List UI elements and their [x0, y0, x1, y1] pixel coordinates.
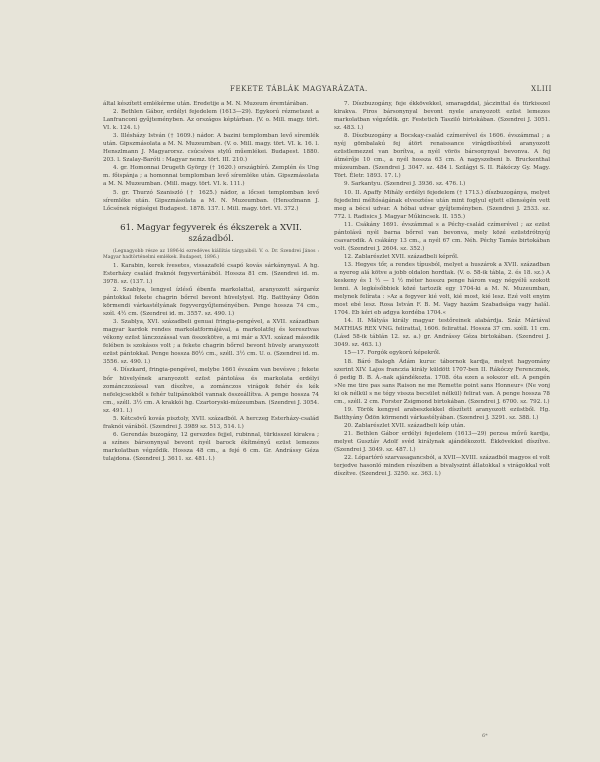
paragraph: 6. Gerendás buzogány, 12 gerezdes fejjel, rubinnal, türkisszel kirakva ; a színes bársonynyal bevont nyél barock ékítményű ezüst lemezes markolatban végződik. Hossza 48 cm., a fejé 6 cm. Gr. Andrássy Géza tulajdona. (Szendrei J. 3611. sz. 481. l.) — [103, 431, 319, 462]
right-column — [334, 100, 550, 478]
paragraph: 20. Zablarészlet XVII. századbeli kép után. — [344, 422, 466, 429]
paragraph: 3. Illésházy István († 1609.) nádor. A bazini templomban levő síremlék után. Gipszmásolata a M. N. Muzeumban. (V. o. Mill. magy. tört. VI. k. 16. l. Henszlmann J. Magyarorsz. csúcsíves stylű műemlékei. Budapest. 1880. 203. l. Szalay-Baróti : Magyar nemz. tört. III. 210.) — [103, 133, 319, 164]
section-title: 61. Magyar fegyverek és ékszerek a XVII. századból. — [120, 222, 302, 244]
running-head — [230, 85, 552, 93]
paragraph: 14. II. Mátyás király magyar testőreinek alabárdja. Száz Máriával MATHIAS REX VNG. felirattal, 1606. felirattal. Hossza 37 cm. széll. 11 cm. (Lásd 58-ik táblán 12. sz. a.) gr. Andrássy Géza birtokában. (Szendrei J. 3049. sz. 463. l.) — [334, 318, 550, 349]
paragraph: 8. Díszbuzogány a Bocskay-család czímerével és 1606. évszámmal ; a nyéj gömbalakú fej átört renaissance virágdíszítésű aranyozott ezüstlemezzel van borítva, a nyél vörös bársonynyal bevonva. A fej átmérője 10 cm., a nyél hossza 63 cm. A nagyszebeni b. Bruckenthal múzeumban. (Szendrei J. 3047. sz. 484 l. Szilágyi S. II. Rákóczy Gy. Magy. Tört. Életr. 1893. 17. l.) — [334, 133, 550, 180]
paragraph: 7. Díszbuzogány, feje ékkövekkel, smaragddal, jáczinttal és türkisszel kirakva. Piros bársonynyal bevont nyele aranyozott ezüst lemezes markolatban végződik. gr. Festetich Tasziló birtokában. (Szendrei J. 3051. sz. 483. l.) — [334, 101, 550, 132]
paragraph: 12. Zablarészlet XVII. századbeli képről. — [344, 253, 459, 260]
paragraph: 4. gr. Homonnai Drugeth György († 1620.) országbíró. Zemplén és Ung m. főispánja ; a homonnai templomban levő síremléke után. Gipszmásolata a M. N. Muzeumban. (Mill. magy. tört. VI. k. 111.) — [103, 165, 319, 188]
paragraph: 9. Sarkantyu. (Szendrei J. 3936. sz. 476. l.) — [344, 181, 466, 188]
paragraph: által készített emlékérme után. Eredetije a M. N. Muzeum éremtárában. — [103, 101, 309, 107]
paragraph: 2. Szablya, lengyel ízlésű ébenfa markolattal, aranyozott sárgaréz pántokkal fekete chagrin bőrrel bevont hüvelylyel. Hg. Batthyány Ödön körmendi várkastélyának fegyvergyűjteményében. Penge hossza 74 cm., szél. 4½ cm. (Szendrei id. m. 3557. sz. 490. l.) — [103, 286, 319, 318]
paragraph: 15—17. Forgók egykorú képekről. — [344, 350, 441, 357]
running-head-title: FEKETE TÁBLÁK MAGYARÁZATA. — [230, 85, 368, 93]
paragraph: 22. Lópartóró szarvasagancsból, a XVII—XVIII. századból magyos el volt terjedve hasonló minden részében a bivalyszint állatokkal s virágokkal volt díszítve. (Szendrei J. 3250. sz. 363. l.) — [334, 455, 550, 478]
paragraph: 5. Kétcsövű kovás pisztoly, XVII. századból. A herczeg Esterházy-család fraknói várából. (Szendrei J. 3989 sz. 513, 514. l.) — [103, 415, 319, 430]
left-column — [103, 100, 319, 463]
paragraph: 10. II. Apaffy Mihály erdélyi fejedelem († 1713.) díszbuzogánya, melyet fejedelmi méltóságának elvesztése után mint foglyul ejtett ellenségén vett meg a bécsi udvar. A hóbai udvar gyűjteményben. (Szendrei J. 2533. sz. 772. l. Radisics J. Magyar Műkincsek. II. 155.) — [334, 189, 550, 220]
paragraph: 5. gr. Thurzó Szaniszló († 1625.) nádor, a lőcsei templomban levő síremléke után. Gipszmásolata a M. N. Muzeumban. (Henszlmann J. Lőcsének régiségei Budapest. 1878. 137. l. Mill. magy. tört. VI. 372.) — [103, 189, 319, 212]
paragraph: 3. Szablya, XVI. századbeli genuai fringia-pengével, a XVII. században magyar kardok rendes markolatformájával, a markolatfej és keresztvas vékony ezüst lánczozással van összekötve, a mi már a XVI. század második felében is szokásos volt ; a fekete chagrin bőrrel bevont hüvely aranyozott ezüst pántokkal. Penge hossza 80½ cm., széll. 3½ cm. U. o. (Szendrei id. m. 3556. sz. 490. l.) — [103, 319, 319, 366]
paragraph: 2. Bethlen Gábor, erdélyi fejedelem (1613—29). Egykorú rézmetszet a Lanfranconi gyűjteményben. Az országos képtárban. (V. o. Mill. magy. tört. VI. k. 124. l.) — [103, 109, 319, 132]
paragraph: 19. Török kengyel arabeszkekkel díszített aranyozott ezüstből. Hg. Batthyány Ödön körmendi várkastélyában. (Szendrei J. 3291. sz. 388. l.) — [334, 406, 550, 421]
paragraph: 1. Karabin, kerek ívesetes, vissazafelé csapó kovás sárkánynyal. A hg. Esterházy család fraknói fegyvertárából. Hossza 81 cm. (Szendrei id. m. 3978. sz. (137. l.) — [103, 262, 319, 285]
paragraph: 4. Díszkard, fringia-pengével, melybe 1661 évszám van bevésve ; fekete bőr hüvelyének aranyozott ezüst pántolása és markolata erdélyi zománczozással van díszítve, a zománczos virágok fehér és kék nefelejcsekből s fehér tulipánokból vannak összeállítva. A penge hossza 74 cm., széll. 3½ cm. A krakkói hg. Czartoryski-múzeumban. (Szendrei J. 3054. sz. 491. l.) — [103, 367, 319, 414]
paragraph: 21. Bethlen Gábor erdélyi fejedelem (1613—29) perzsa művű kardja, melyet Gusztáv Adolf svéd királynak ajándékozott. Ékkövekkel díszítve. (Szendrei J. 3049. sz. 487. l.) — [334, 430, 550, 454]
paragraph: 11. Csákány 1691. évszámmal s a Péchy-család czímerével ; az ezüst pántolású nyél barna bőrrel van bevonva, mely közé ezüstdrótnyúj csavarodik. A csákány 13 cm., a nyél 67 cm. Néh. Péchy Tamás birtokában volt. (Szendrei J. 2604. sz. 352.) — [334, 221, 550, 252]
page-number: XLIII — [531, 85, 552, 93]
paragraph: 13. Hegyes tőr, a rendes típusból, melyet a huszárok a XVII. században a nyereg alá kötve a jobb oldalon hordtak. (V. o. 58-ik tábla, 2. és 18. sz.) A keskeny és 1 ½ — 1 ½ méter hosszu penge három vagy négyélű szokott lenni. A legkésőbbiek közé tartozik egy 1704-ki a M. N. Muzeumban, melynek felírata : »Az a fegyver kié volt, kié most, kié lesz. Ezé volt enyim most ebé lesz. Rosa István F. B. M. Vagy hazám Szabadsága vagy halál. 1704. Eb kéri eb adgya kordéba 1704.« — [334, 261, 550, 317]
signature-mark: 6* — [482, 733, 488, 739]
paragraph: 18. Báró Balogh Ádám kuruc tábornok kardja, melyet hagyomány szerint XIV. Lajos franczia király küldött 1707-ben II. Rákóczy Ferencznek, ő pedig B. B. Á.-nak ajándékozta. 1708. óta ezen a sokszor elt. A pengén »Ne me tire pas sans Raison ne me Remette point sans Honneur« (Ne vonj ki ok nélkül s ne tégy vissza becsület nélkül) felirat van. A penge hossza 78 cm., széll. 2 cm. Forster Zsigmond birtokában. (Szendrei J. 6700. sz. 792. l.) — [334, 358, 550, 405]
section-note: (Legnagyobb része az 1896-ki ezredéves kiállítás tárgyaiból. V. o. Dr. Szendrei János : Magyar hadtörténelmi emlékek. Budapest, 1896.) — [103, 248, 319, 261]
